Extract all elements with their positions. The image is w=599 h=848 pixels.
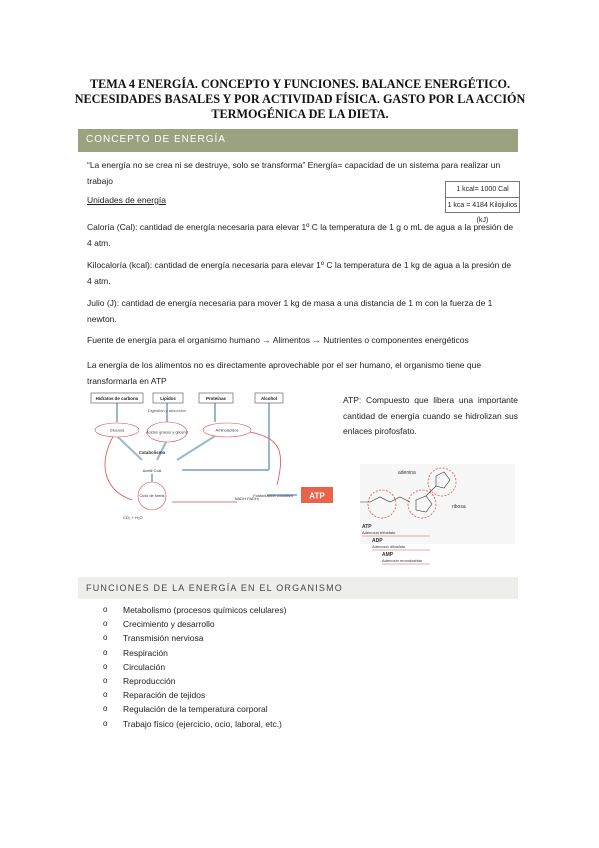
list-item: o Regulación de la temperatura corporal — [103, 702, 286, 716]
bullet-icon: o — [103, 718, 108, 728]
label-ribosa: ribosa — [452, 504, 466, 510]
label-nadh: NADH FADH₂ — [234, 496, 260, 501]
list-item: o Trabajo físico (ejercicio, ocio, laboral, etc.) — [103, 717, 286, 731]
atp-molecule-image — [340, 462, 520, 572]
atp-intro-paragraph: La energía de los alimentos no es directamente aprovechable por el ser humano, el organismo tiene que transformarla en ATP — [87, 360, 482, 386]
intro-paragraph: “La energía no se crea ni se destruye, solo se transforma” Energía= capacidad de un sistema para realizar un trabajo — [87, 160, 501, 186]
bullet-icon: o — [103, 676, 108, 686]
label-digestion: Digestión y absorción — [147, 408, 187, 413]
atp-description: ATP: Compuesto que libera una importante cantidad de energía cuando se hidrolizan sus enlaces pirofosfato. — [343, 395, 518, 436]
label-acetil-coa: Acetil CoA — [142, 468, 162, 473]
bullet-icon: o — [103, 605, 108, 614]
label-amp-full: Adenosín monofosfato — [382, 558, 423, 563]
list-item: o Metabolismo (procesos químicos celulares) — [103, 603, 286, 617]
section-header-funciones — [78, 577, 518, 599]
label-adenina: adenina — [398, 470, 416, 476]
conversion-kcal-kj: 1 kca = 4184 Kilojulios (kJ) — [446, 197, 519, 213]
label-hidratos: Hidratos de carbono — [95, 396, 139, 401]
label-catabolismo: Catabolismo — [138, 450, 166, 455]
conversion-kcal-cal: 1 kcal= 1000 Cal — [456, 186, 509, 193]
label-aminoacidos: Aminoácidos — [215, 427, 239, 433]
diagram-red-arrows — [105, 427, 281, 502]
document-title: TEMA 4 ENERGÍA. CONCEPTO Y FUNCIONES. BALANCE ENERGÉTICO. NECESIDADES BASALES Y POR ACTIVIDAD FÍSICA. GASTO POR LA ACCIÓN TERMOGÉNICA DE LA DIETA. — [74, 77, 526, 121]
label-fosforilacion: Fosforilación oxidativa — [253, 493, 293, 498]
bullet-icon: o — [103, 619, 108, 629]
kilocaloria-definition: Kilocaloría (kcal): cantidad de energía necesaria para elevar 1º C la temperatura de 1 kg de agua a la presión de 4 atm. — [87, 260, 512, 286]
label-atp-box: ATP — [309, 491, 325, 501]
label-atp-full: Adenosín trifosfato — [362, 530, 396, 535]
list-item: o Crecimiento y desarrollo — [103, 617, 286, 631]
label-co2-h2o: CO₂ + H₂O — [123, 515, 143, 520]
units-heading: Unidades de energía — [87, 195, 166, 205]
section-header-label: CONCEPTO DE ENERGÍA — [86, 134, 226, 145]
label-acidos-grasos: Ácidos grasos y glicerol — [145, 429, 189, 435]
bullet-icon: o — [103, 633, 108, 643]
label-glucosa: Glucosa — [109, 427, 125, 433]
label-krebs: Ciclo de krebs — [139, 493, 165, 498]
list-item: o Reproducción — [103, 674, 286, 688]
bullet-icon: o — [103, 704, 108, 714]
list-item: o Transmisión nerviosa — [103, 631, 286, 645]
metabolism-diagram — [87, 390, 337, 530]
list-item: o Respiración — [103, 646, 286, 660]
label-lipidos: Lípidos — [160, 396, 176, 401]
section-header-concepto — [78, 129, 518, 152]
list-item: o Circulación — [103, 660, 286, 674]
label-proteinas: Proteínas — [205, 396, 227, 401]
julio-definition: Julio (J): cantidad de energía necesaria para mover 1 kg de masa a una distancia de 1 m con la fuerza de 1 newton. — [87, 298, 493, 324]
caloria-definition: Caloría (Cal): cantidad de energía necesaria para elevar 1º C la temperatura de 1 g o mL de agua a la presión de 4 atm. — [87, 222, 514, 248]
bullet-icon: o — [103, 690, 108, 700]
fuente-energia-line: Fuente de energía para el organismo humano → Alimentos → Nutrientes o componentes energéticos — [87, 335, 469, 345]
label-adp-full: Adenosín difosfato — [372, 544, 406, 549]
label-adp: ADP — [372, 538, 383, 544]
section-header-label: FUNCIONES DE LA ENERGÍA EN EL ORGANISMO — [86, 583, 344, 593]
bullet-icon: o — [103, 647, 108, 657]
label-amp: AMP — [382, 552, 394, 558]
bullet-icon: o — [103, 661, 108, 671]
list-item: o Reparación de tejidos — [103, 688, 286, 702]
label-atp: ATP — [362, 524, 372, 530]
unit-conversion-box — [445, 181, 520, 224]
functions-list — [103, 603, 286, 731]
label-alcohol: Alcohol — [260, 396, 278, 401]
